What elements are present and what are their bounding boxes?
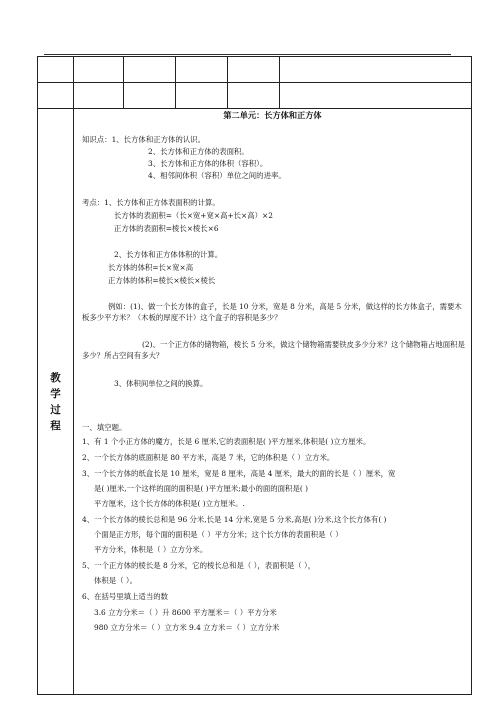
- exercise-heading: 一、填空题。: [82, 423, 127, 432]
- header-row-1: [38, 57, 472, 83]
- formula: 正方体的体积=棱长×棱长×棱长: [108, 276, 216, 285]
- question: 6、在括号里填上适当的数: [82, 592, 169, 601]
- formula: 正方体的表面积=棱长×棱长×6: [114, 224, 219, 233]
- exam-heading: 考点：1、长方体和正方体表面积的计算。: [82, 198, 220, 207]
- question: 3、一个长方体的纸盒长是 10 厘米，宽是 8 厘米，高是 4 厘米，最大的面的长是（ ）厘米，宽: [82, 469, 396, 478]
- knowledge-heading: 知识点：1、长方体和正方体的认识。: [82, 135, 205, 144]
- header-cell: [74, 83, 124, 109]
- question-line: 平方厘米，这个长方体的体积是( )立方厘米。.: [94, 499, 245, 508]
- formula: 长方体的体积=长×宽×高: [108, 263, 194, 272]
- knowledge-item: 2、长方体和正方体的表面积。: [148, 147, 249, 156]
- knowledge-item: 4、相邻间体积（容积）单位之间的进率。: [148, 171, 286, 180]
- question-line: 平方分米，体积是（ ）立方分米。: [94, 545, 208, 554]
- header-cell: [176, 83, 228, 109]
- question: 2、一个长方体的底面积是 80 平方米，高是 7 米，它的体积是（ ）立方米。: [82, 453, 335, 462]
- content-row: [38, 109, 472, 695]
- question: 5、一个正方体的棱长是 8 分米，它的棱长总和是（ ），表面积是（ ），: [82, 561, 316, 570]
- header-cell: [176, 57, 228, 83]
- question-line: 个面是正方形，每个面的面积是（ ）平方分米；这个长方体的表面积是（ ）: [94, 530, 343, 539]
- header-cell: [280, 83, 472, 109]
- question: 4、一个长方体的棱长总和是 96 分米,长是 14 分米,宽是 5 分米,高是( )分米,这个长方体有( ): [82, 515, 387, 524]
- unit-title: 第二单元：长方体和正方体: [223, 110, 322, 120]
- question-line: 是( )厘米,一个这样的面的面积是( )平方厘米;最小的面的面积是( ): [94, 484, 308, 493]
- lesson-table: [37, 56, 472, 695]
- knowledge-item: 3、长方体和正方体的体积（容积）。: [148, 159, 268, 168]
- header-cell: [124, 57, 176, 83]
- conversion-line: 3.6 立方分米＝（ ）升 8600 平方厘米＝（ ）平方分米: [94, 608, 277, 617]
- example-2: (2)、一个正方体的储物箱，棱长 5 分米，做这个储物箱需要铁皮多少分米？这个储物箱占地面积是多少？所占空间有多大？: [82, 340, 465, 360]
- header-row-2: [38, 83, 472, 109]
- side-label: 教学过程: [50, 371, 61, 432]
- formula: 长方体的表面积=（长×宽+宽×高+长×高）×2: [114, 211, 273, 220]
- conversion-line: 980 立方分米＝（ ）立方米 9.4 立方米＝（ ）立方分米: [94, 623, 280, 632]
- header-cell: [74, 57, 124, 83]
- question-line: 体积是（ ）。: [94, 576, 137, 585]
- header-cell: [38, 57, 74, 83]
- header-cell: [38, 83, 74, 109]
- question: 1、有 1 个小正方体的魔方，长是 6 厘米,它的表面积是( )平方厘米,体积是( )立方厘米。: [82, 437, 371, 446]
- header-cell: [228, 57, 280, 83]
- example-3: 3、体积间单位之间的换算。: [114, 379, 208, 388]
- side-label-cell: [38, 109, 74, 695]
- header-cell: [228, 83, 280, 109]
- header-cell: [124, 83, 176, 109]
- header-cell: [280, 57, 472, 83]
- example-1: 例如：(1)、做一个长方体的盒子，长是 10 分米，宽是 8 分米，高是 5 分米，做这样的长方体盒子，需要木板多少平方米？（木板的厚度不计）这个盒子的容积是多少？: [82, 302, 462, 322]
- header-rule: [44, 54, 451, 55]
- content-cell: [74, 109, 472, 695]
- lesson-content: [74, 109, 471, 694]
- exam-heading-2: 2、长方体和正方体体积的计算。: [114, 250, 223, 259]
